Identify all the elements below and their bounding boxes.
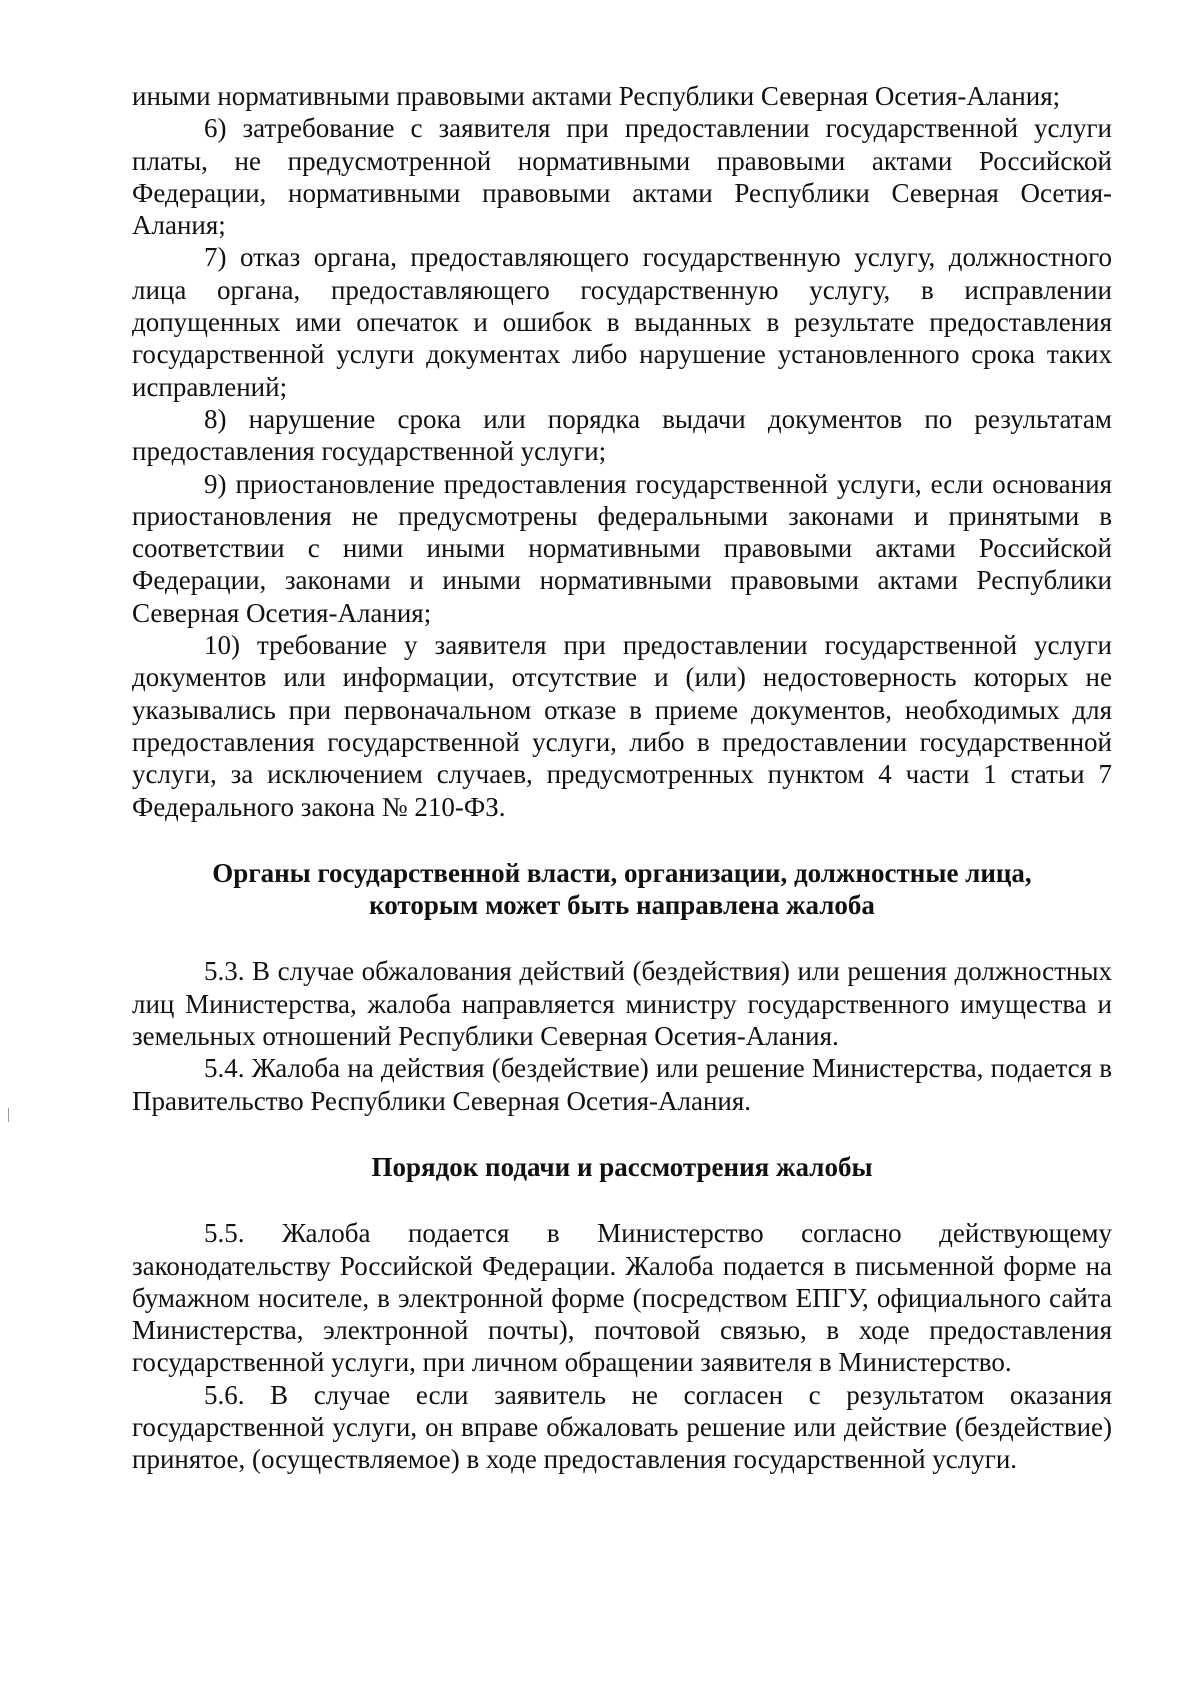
- spacer: [132, 823, 1112, 857]
- section-heading-authorities: [132, 857, 1112, 922]
- heading-line: Порядок подачи и рассмотрения жалобы: [371, 1151, 873, 1182]
- paragraph-item-10: 10) требование у заявителя при предоставлении государственной услуги документов или информации, отсутствие и (или) недостоверность которых не указывались при первоначальном отказе в приеме документов, необходимых для предоставления государственной услуги, либо в предоставлении государственной услуги, за исключением случаев, предусмотренных пунктом 4 части 1 статьи 7 Федерального закона № 210-ФЗ.: [132, 630, 1112, 822]
- heading-line: Органы государственной власти, организации, должностные лица,: [212, 857, 1032, 888]
- paragraph-item-6: 6) затребование с заявителя при предоставлении государственной услуги платы, не предусмотренной нормативными правовыми актами Российской Федерации, нормативными правовыми актами Республики Северная Осетия-Алания;: [132, 113, 1112, 241]
- paragraph-item-7: 7) отказ органа, предоставляющего государственную услугу, должностного лица органа, предоставляющего государственную услугу, в исправлении допущенных ими опечаток и ошибок в выданных в результате предоставления государственной услуги документах либо нарушение установленного срока таких исправлений;: [132, 242, 1112, 402]
- heading-line: которым может быть направлена жалоба: [369, 890, 875, 921]
- paragraph-5-4: 5.4. Жалоба на действия (бездействие) или решение Министерства, подается в Правительство Республики Северная Осетия-Алания.: [132, 1053, 1112, 1116]
- spacer: [132, 921, 1112, 955]
- paragraph-5-6: 5.6. В случае если заявитель не согласен с результатом оказания государственной услуги, он вправе обжаловать решение или действие (бездействие) принятое, (осуществляемое) в ходе предоставления государственной услуги.: [132, 1379, 1112, 1475]
- spacer: [132, 1117, 1112, 1151]
- paragraph-5-3: 5.3. В случае обжалования действий (бездействия) или решения должностных лиц Министерства, жалоба направляется министру государственного имущества и земельных отношений Республики Северная Осетия-Алания.: [132, 956, 1112, 1052]
- paragraph-continuation: иными нормативными правовыми актами Республики Северная Осетия-Алания;: [132, 81, 1061, 111]
- spacer: [132, 1183, 1112, 1217]
- paragraph-item-8: 8) нарушение срока или порядка выдачи документов по результатам предоставления государственной услуги;: [132, 403, 1112, 467]
- scan-artifact-mark: [8, 1108, 9, 1122]
- paragraph-5-5: 5.5. Жалоба подается в Министерство согласно действующему законодательству Российской Федерации. Жалоба подается в письменной форме на бумажном носителе, в электронной форме (посредством ЕПГУ, официального сайта Министерства, электронной почты), почтовой связью, в ходе предоставления государственной услуги, при личном обращении заявителя в Министерство.: [132, 1218, 1112, 1378]
- document-page: [132, 80, 1112, 1476]
- paragraph-item-9: 9) приостановление предоставления государственной услуги, если основания приостановления не предусмотрены федеральными законами и принятыми в соответствии с ними иными нормативными правовыми актами Российской Федерации, законами и иными нормативными правовыми актами Республики Северная Осетия-Алания;: [132, 468, 1112, 628]
- section-heading-procedure: [132, 1151, 1112, 1183]
